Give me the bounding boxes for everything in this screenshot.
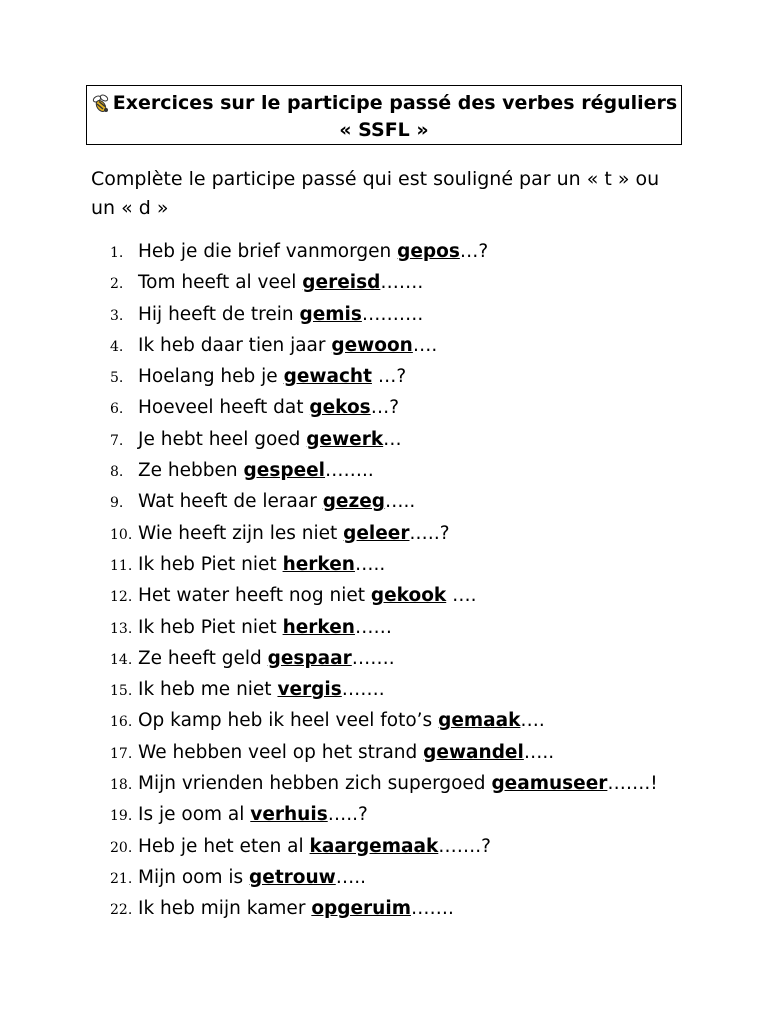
instruction [91, 165, 691, 223]
item-answer-word: gemis [299, 303, 362, 325]
instruction-line-2: un « d » [91, 197, 169, 219]
item-text-after: …. [446, 585, 477, 607]
bee-icon [91, 94, 111, 114]
item-text-before: Ik heb me niet [138, 679, 278, 701]
item-number: 10. [110, 526, 133, 543]
item-text-before: Ze hebben [138, 460, 244, 482]
item-number: 11. [110, 557, 133, 574]
exercise-item [110, 674, 730, 705]
item-answer-word: gespaar [267, 647, 352, 669]
exercise-item [110, 862, 730, 893]
exercise-item [110, 299, 730, 330]
item-answer-word: gespeel [243, 460, 326, 482]
item-text-after: ……. [380, 272, 424, 294]
item-text-before: Ik heb Piet niet [138, 616, 283, 638]
item-answer-word: geleer [343, 522, 410, 544]
item-text-after: ….. [385, 491, 416, 513]
item-number: 17. [110, 745, 133, 762]
item-number: 16. [110, 714, 133, 731]
exercise-item [110, 361, 730, 392]
exercise-item [110, 424, 730, 455]
item-text-after: …? [370, 397, 400, 419]
item-number: 22. [110, 902, 133, 919]
item-text-after: ….. [335, 866, 367, 888]
item-number: 21. [110, 870, 133, 887]
item-number: 3. [110, 307, 124, 324]
exercise-item [110, 330, 730, 361]
item-answer-word: gekos [309, 397, 371, 419]
exercise-item [110, 236, 730, 267]
item-text-before: Is je oom al [138, 804, 251, 826]
item-answer-word: gezeg [322, 491, 386, 513]
item-text-after: …… [354, 616, 392, 638]
item-text-after: ……. [410, 898, 454, 920]
exercise-item [110, 267, 730, 298]
item-text-after: …? [459, 241, 489, 262]
item-answer-word: gewoon [331, 334, 413, 356]
item-text-before: Heb je het eten al [138, 835, 310, 857]
item-answer-word: opgeruim [311, 898, 411, 920]
exercise-item [110, 455, 730, 486]
item-text-before: Tom heeft al veel [138, 272, 303, 294]
item-answer-word: verhuis [250, 804, 328, 826]
exercise-item [110, 580, 730, 611]
item-text-after: ……. [351, 647, 395, 669]
item-answer-word: gewerk [306, 428, 384, 450]
item-text-before: Hoeveel heeft dat [138, 397, 310, 419]
item-number: 14. [110, 651, 133, 668]
item-text-after: …? [371, 366, 407, 388]
item-answer-word: gepos [397, 241, 460, 262]
title-subtitle: « SSFL » [339, 119, 429, 141]
item-text-after: …..? [327, 804, 368, 826]
item-text-before: Hoelang heb je [138, 366, 284, 388]
exercise-item [110, 768, 730, 799]
item-number: 2. [110, 276, 124, 293]
item-text-after: …….. [325, 460, 374, 482]
exercise-item [110, 392, 730, 423]
item-answer-word: geamuseer [491, 773, 608, 795]
item-number: 12. [110, 589, 133, 606]
item-text-before: We hebben veel op het strand [138, 741, 424, 763]
item-answer-word: gewandel [423, 741, 524, 763]
item-text-before: Mijn oom is [138, 866, 250, 888]
exercise-item [110, 643, 730, 674]
item-text-before: Mijn vrienden hebben zich supergoed [138, 773, 492, 795]
item-text-before: Ik heb Piet niet [138, 553, 283, 575]
item-number: 6. [110, 401, 124, 418]
instruction-line-1: Complète le participe passé qui est souligné par un « t » ou [91, 168, 660, 190]
item-text-after: …. [412, 334, 438, 356]
item-number: 1. [110, 245, 124, 261]
item-text-before: Wat heeft de leraar [138, 491, 323, 513]
item-answer-word: gekook [370, 585, 447, 607]
item-answer-word: herken [282, 553, 355, 575]
item-number: 19. [110, 808, 133, 825]
exercise-item [110, 612, 730, 643]
item-number: 9. [110, 495, 124, 512]
item-text-before: Wie heeft zijn les niet [138, 522, 344, 544]
exercise-item [110, 486, 730, 517]
item-answer-word: herken [282, 616, 355, 638]
item-number: 13. [110, 620, 133, 637]
item-answer-word: gewacht [283, 366, 372, 388]
exercise-item [110, 831, 730, 862]
item-number: 20. [110, 839, 133, 856]
item-number: 15. [110, 683, 133, 700]
item-answer-word: gemaak [438, 710, 521, 732]
item-number: 18. [110, 777, 133, 794]
item-text-after: ……. [341, 679, 385, 701]
item-answer-word: getrouw [249, 866, 336, 888]
item-text-before: Je hebt heel goed [138, 428, 307, 450]
item-text-before: Op kamp heb ik heel veel foto’s [138, 710, 439, 732]
item-text-before: Het water heeft nog niet [138, 585, 371, 607]
title-text: Exercices sur le participe passé des verbes réguliers [112, 92, 678, 114]
title-line-1 [87, 90, 681, 117]
item-text-after: ….. [354, 553, 386, 575]
item-text-before: Ze heeft geld [138, 647, 268, 669]
title-box [86, 85, 682, 145]
exercise-item [110, 737, 730, 768]
exercise-item [110, 549, 730, 580]
item-text-before: Hij heeft de trein [138, 303, 300, 325]
item-number: 4. [110, 338, 124, 355]
exercise-item [110, 893, 730, 924]
item-text-after: .….? [409, 522, 450, 544]
exercise-item [110, 705, 730, 736]
exercise-item [110, 799, 730, 830]
item-text-before: Ik heb mijn kamer [138, 898, 312, 920]
item-text-after: ….. [523, 741, 555, 763]
exercise-list [110, 236, 730, 925]
item-text-after: … [383, 428, 402, 450]
item-number: 7. [110, 432, 124, 449]
item-text-after: …….! [607, 773, 658, 795]
item-text-after: …. [520, 710, 545, 732]
item-answer-word: kaargemaak [309, 835, 439, 857]
exercise-item [110, 518, 730, 549]
item-text-after: …….? [438, 835, 491, 857]
item-text-before: Ik heb daar tien jaar [138, 334, 332, 356]
item-number: 8. [110, 464, 124, 481]
item-answer-word: gereisd [302, 272, 381, 294]
item-answer-word: vergis [277, 679, 342, 701]
item-number: 5. [110, 370, 124, 387]
item-text-before: Heb je die brief vanmorgen [138, 241, 398, 262]
item-text-after: ………. [361, 303, 424, 325]
